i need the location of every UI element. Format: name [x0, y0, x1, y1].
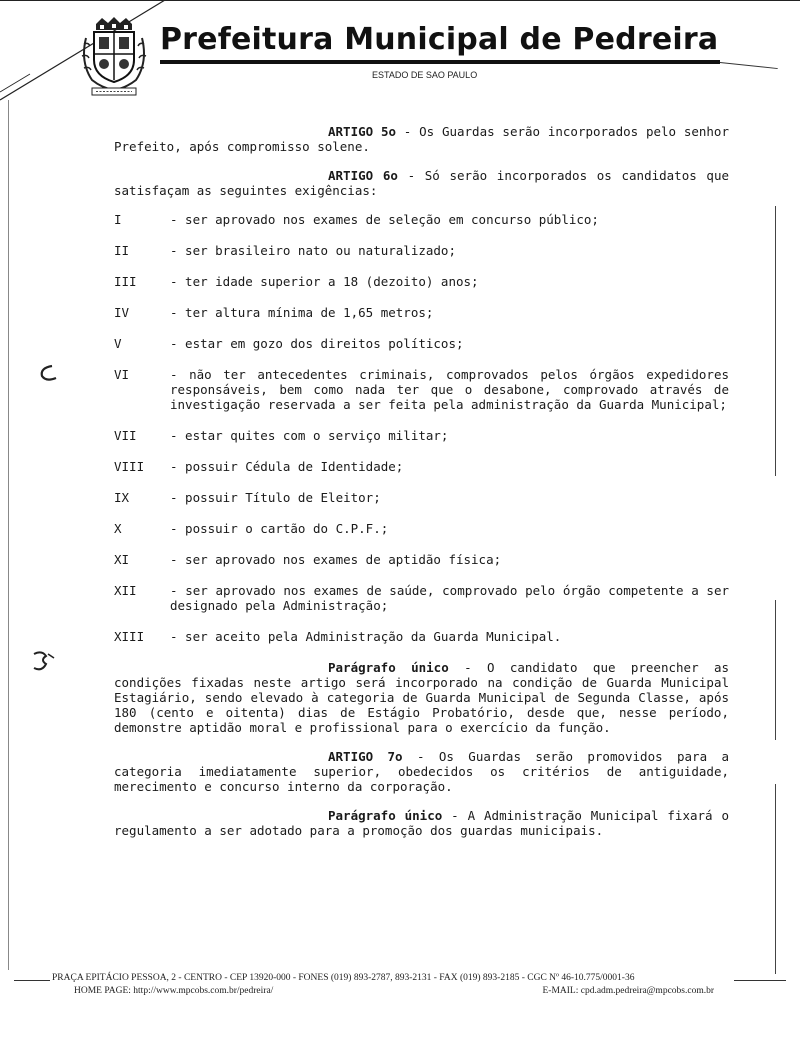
- requirements-list: [114, 212, 729, 644]
- item-number: XIII: [114, 629, 145, 644]
- paragraph-2-label: Parágrafo único: [328, 808, 443, 823]
- right-margin-rule: [775, 600, 776, 740]
- article-6-text: - Só serão incorporados os candidatos que satisfaçam as seguintes exigências:: [114, 168, 730, 198]
- list-item: [114, 367, 729, 412]
- list-item: [114, 490, 729, 505]
- item-number: IX: [114, 490, 130, 505]
- right-margin-rule: [775, 206, 776, 476]
- article-6: [114, 168, 729, 198]
- item-text: - ser brasileiro nato ou naturalizado;: [170, 243, 456, 258]
- list-item: [114, 583, 729, 613]
- article-5-text: - Os Guardas serão incorporados pelo senhor Prefeito, após compromisso solene.: [114, 124, 729, 154]
- item-number: XI: [114, 552, 130, 567]
- list-item: [114, 521, 729, 536]
- item-number: II: [114, 243, 130, 258]
- item-number: VI: [114, 367, 130, 382]
- list-item: [114, 629, 729, 644]
- right-margin-rule: [775, 784, 776, 974]
- footer-address: PRAÇA EPITÁCIO PESSOA, 2 - CENTRO - CEP 13920-000 - FONES (019) 893-2787, 893-2131 - FAX (019) 893-2185 - CGC Nº 46-10.775/0001-36: [52, 973, 635, 983]
- footer-homepage-link[interactable]: HOME PAGE: http://www.mpcobs.com.br/pedreira/: [74, 986, 274, 996]
- item-number: X: [114, 521, 122, 536]
- item-text: - ter altura mínima de 1,65 metros;: [170, 305, 434, 320]
- handwritten-margin-mark: [28, 648, 58, 676]
- item-text: - ser aprovado nos exames de seleção em concurso público;: [170, 212, 599, 227]
- item-text: - ser aprovado nos exames de aptidão física;: [170, 552, 502, 567]
- item-number: IV: [114, 305, 130, 320]
- item-text: - possuir Título de Eleitor;: [170, 490, 381, 505]
- footer-rule-left: [14, 980, 50, 981]
- list-item: [114, 428, 729, 443]
- item-text: - estar em gozo dos direitos políticos;: [170, 336, 464, 351]
- paragraph-unico-1: [114, 660, 729, 735]
- article-7-text: - Os Guardas serão promovidos para a categoria imediatamente superior, obedecidos os critérios de antiguidade, merecimento e concurso interno da corporação.: [114, 749, 730, 794]
- paragraph-1-label: Parágrafo único: [328, 660, 449, 675]
- article-5: [114, 124, 729, 154]
- document-body: [114, 124, 729, 838]
- left-margin-rule: [8, 100, 9, 970]
- paragraph-unico-2: [114, 808, 729, 838]
- item-text: - possuir Cédula de Identidade;: [170, 459, 404, 474]
- item-number: I: [114, 212, 122, 227]
- list-item: [114, 243, 729, 258]
- item-text: - ser aceito pela Administração da Guarda Municipal.: [170, 629, 562, 644]
- list-item: [114, 305, 729, 320]
- item-number: VII: [114, 428, 137, 443]
- paragraph-2-text: - A Administração Municipal fixará o regulamento a ser adotado para a promoção dos guardas municipais.: [114, 808, 729, 838]
- page-title: Prefeitura Municipal de Pedreira: [160, 22, 719, 57]
- list-item: [114, 459, 729, 474]
- article-5-label: ARTIGO 5o: [328, 124, 396, 139]
- item-text: - possuir o cartão do C.P.F.;: [170, 521, 389, 536]
- list-item: [114, 336, 729, 351]
- handwritten-margin-mark: [34, 362, 60, 384]
- list-item: [114, 212, 729, 227]
- item-number: VIII: [114, 459, 145, 474]
- item-number: III: [114, 274, 137, 289]
- paragraph-1-text: - O candidato que preencher as condições fixadas neste artigo será incorporado na condição de Guarda Municipal Estagiário, sendo elevado à categoria de Guarda Municipal de Segunda Classe, após 180 (cento e oitenta) dias de Estágio Probatório, desde que, nesse período, demonstre aptidão moral e profissional para o exercício da função.: [114, 660, 729, 735]
- item-text: - ter idade superior a 18 (dezoito) anos;: [170, 274, 479, 289]
- item-text: - não ter antecedentes criminais, comprovados pelos órgãos expedidores responsáveis, bem como nada ter que o desabone, comprovado através de investigação reservada a ser feita pela administração da Guarda Municipal;: [170, 367, 729, 412]
- item-text: - estar quites com o serviço militar;: [170, 428, 449, 443]
- article-7-label: ARTIGO 7o: [328, 749, 403, 764]
- item-number: V: [114, 336, 122, 351]
- title-underline: [160, 60, 720, 64]
- list-item: [114, 274, 729, 289]
- item-text: - ser aprovado nos exames de saúde, comprovado pelo órgão competente a ser designado pela Administração;: [170, 583, 729, 613]
- title-underline-extension: [720, 62, 778, 69]
- footer-contact: [74, 986, 714, 996]
- footer-email-link[interactable]: E-MAIL: cpd.adm.pedreira@mpcobs.com.br: [542, 986, 714, 996]
- item-number: XII: [114, 583, 137, 598]
- city-coat-of-arms-icon: [78, 14, 150, 100]
- state-subtitle: ESTADO DE SAO PAULO: [372, 70, 478, 80]
- article-7: [114, 749, 729, 794]
- list-item: [114, 552, 729, 567]
- article-6-label: ARTIGO 6o: [328, 168, 398, 183]
